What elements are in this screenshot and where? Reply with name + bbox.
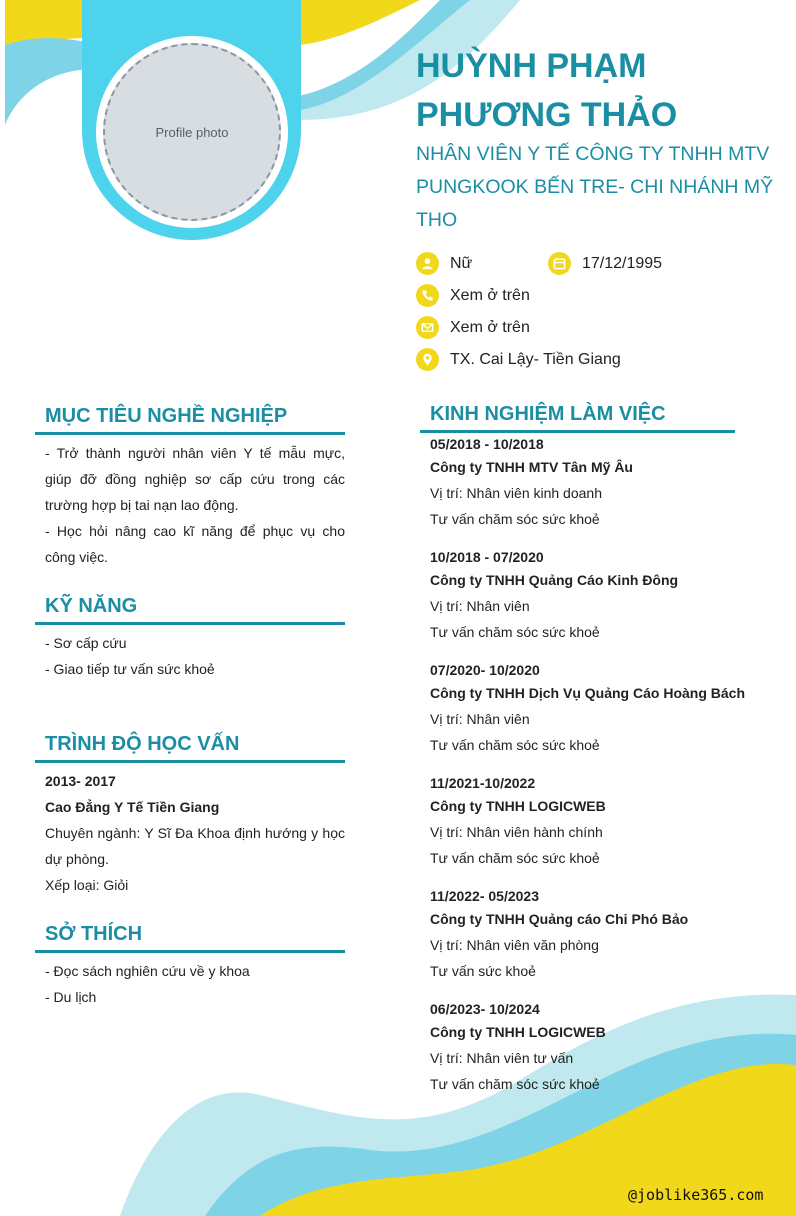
experience-entry bbox=[430, 883, 770, 984]
experience-company: Công ty TNHH MTV Tân Mỹ Âu bbox=[430, 459, 633, 475]
objective-heading: MỤC TIÊU NGHỀ NGHIỆP bbox=[45, 405, 288, 427]
contact-email bbox=[416, 316, 530, 339]
phone-icon bbox=[416, 284, 439, 307]
experience-description: Tư vấn chăm sóc sức khoẻ bbox=[430, 624, 600, 640]
experience-period: 11/2022- 05/2023 bbox=[430, 888, 539, 904]
experience-company: Công ty TNHH Dịch Vụ Quảng Cáo Hoàng Bách bbox=[430, 685, 746, 701]
experience-description: Tư vấn chăm sóc sức khoẻ bbox=[430, 737, 600, 753]
contact-gender bbox=[416, 252, 472, 275]
birthdate-value: 17/12/1995 bbox=[582, 254, 663, 272]
experience-company: Công ty TNHH LOGICWEB bbox=[430, 1024, 606, 1040]
phone-value: Xem ở trên bbox=[450, 286, 530, 304]
education-school: Cao Đẳng Y Tế Tiền Giang bbox=[45, 799, 220, 815]
skills-divider bbox=[35, 622, 345, 625]
experience-period: 05/2018 - 10/2018 bbox=[430, 436, 544, 452]
education-grade: Xếp loại: Giỏi bbox=[45, 877, 129, 893]
title-line-2: PUNGKOOK BẾN TRE- CHI NHÁNH MỸ bbox=[416, 176, 774, 198]
experience-position: Vị trí: Nhân viên văn phòng bbox=[430, 937, 599, 953]
experience-entry bbox=[430, 544, 770, 645]
education-major: Chuyên ngành: Y Sĩ Đa Khoa định hướng y học dự phòng. bbox=[45, 825, 345, 867]
profile-photo bbox=[96, 36, 288, 228]
contact-birthdate bbox=[548, 252, 662, 275]
skill-item: - Sơ cấp cứu bbox=[45, 635, 127, 651]
experience-position: Vị trí: Nhân viên bbox=[430, 598, 530, 614]
experience-position: Vị trí: Nhân viên kinh doanh bbox=[430, 485, 602, 501]
hobby-item: - Đọc sách nghiên cứu về y khoa bbox=[45, 963, 250, 979]
skills-heading: KỸ NĂNG bbox=[45, 595, 138, 617]
experience-entry bbox=[430, 770, 770, 871]
watermark: @joblike365.com bbox=[628, 1186, 764, 1204]
title-line-3: THO bbox=[416, 209, 458, 231]
address-value: TX. Cai Lậy- Tiền Giang bbox=[450, 350, 621, 368]
skill-item: - Giao tiếp tư vấn sức khoẻ bbox=[45, 661, 215, 677]
experience-period: 11/2021-10/2022 bbox=[430, 775, 536, 791]
education-heading: TRÌNH ĐỘ HỌC VẤN bbox=[45, 733, 240, 755]
gender-value: Nữ bbox=[450, 254, 473, 272]
experience-entry bbox=[430, 657, 770, 758]
objective-paragraph-1: - Trở thành người nhân viên Y tế mẫu mực, giúp đỡ đồng nghiệp sơ cấp cứu trong các trường hợp bị tai nạn lao động. bbox=[45, 445, 345, 513]
experience-description: Tư vấn chăm sóc sức khoẻ bbox=[430, 850, 600, 866]
experience-description: Tư vấn chăm sóc sức khoẻ bbox=[430, 1076, 600, 1092]
candidate-name bbox=[416, 42, 776, 140]
title-line-1: NHÂN VIÊN Y TẾ CÔNG TY TNHH MTV bbox=[416, 143, 770, 165]
name-line-1: HUỲNH PHẠM bbox=[416, 47, 647, 85]
experience-entry bbox=[430, 996, 770, 1097]
experience-position: Vị trí: Nhân viên tư vấn bbox=[430, 1050, 574, 1066]
education-period: 2013- 2017 bbox=[45, 773, 116, 789]
hobbies-list bbox=[45, 958, 345, 1010]
experience-position: Vị trí: Nhân viên bbox=[430, 711, 530, 727]
email-icon bbox=[416, 316, 439, 339]
hobbies-divider bbox=[35, 950, 345, 953]
experience-description: Tư vấn chăm sóc sức khoẻ bbox=[430, 511, 600, 527]
objective-divider bbox=[35, 432, 345, 435]
profile-photo-placeholder: Profile photo bbox=[103, 43, 281, 221]
objective-paragraph-2: - Học hỏi nâng cao kĩ năng để phục vụ cho công việc. bbox=[45, 523, 345, 565]
experience-description: Tư vấn sức khoẻ bbox=[430, 963, 536, 979]
experience-heading: KINH NGHIỆM LÀM VIỆC bbox=[430, 403, 666, 425]
education-divider bbox=[35, 760, 345, 763]
experience-position: Vị trí: Nhân viên hành chính bbox=[430, 824, 603, 840]
experience-period: 10/2018 - 07/2020 bbox=[430, 549, 544, 565]
user-icon bbox=[416, 252, 439, 275]
contact-phone bbox=[416, 284, 530, 307]
experience-period: 07/2020- 10/2020 bbox=[430, 662, 540, 678]
experience-period: 06/2023- 10/2024 bbox=[430, 1001, 540, 1017]
email-value: Xem ở trên bbox=[450, 318, 530, 336]
objective-body bbox=[45, 440, 345, 570]
hobbies-heading: SỞ THÍCH bbox=[45, 923, 143, 945]
experience-company: Công ty TNHH LOGICWEB bbox=[430, 798, 606, 814]
experience-company: Công ty TNHH Quảng Cáo Kinh Đông bbox=[430, 572, 679, 588]
experience-company: Công ty TNHH Quảng cáo Chi Phó Bảo bbox=[430, 911, 689, 927]
education-body bbox=[45, 768, 345, 898]
experience-entry bbox=[430, 431, 770, 532]
job-title bbox=[416, 138, 776, 237]
location-pin-icon bbox=[416, 348, 439, 371]
contact-address bbox=[416, 348, 621, 371]
calendar-icon bbox=[548, 252, 571, 275]
name-line-2: PHƯƠNG THẢO bbox=[416, 96, 678, 134]
hobby-item: - Du lịch bbox=[45, 989, 97, 1005]
skills-list bbox=[45, 630, 345, 682]
